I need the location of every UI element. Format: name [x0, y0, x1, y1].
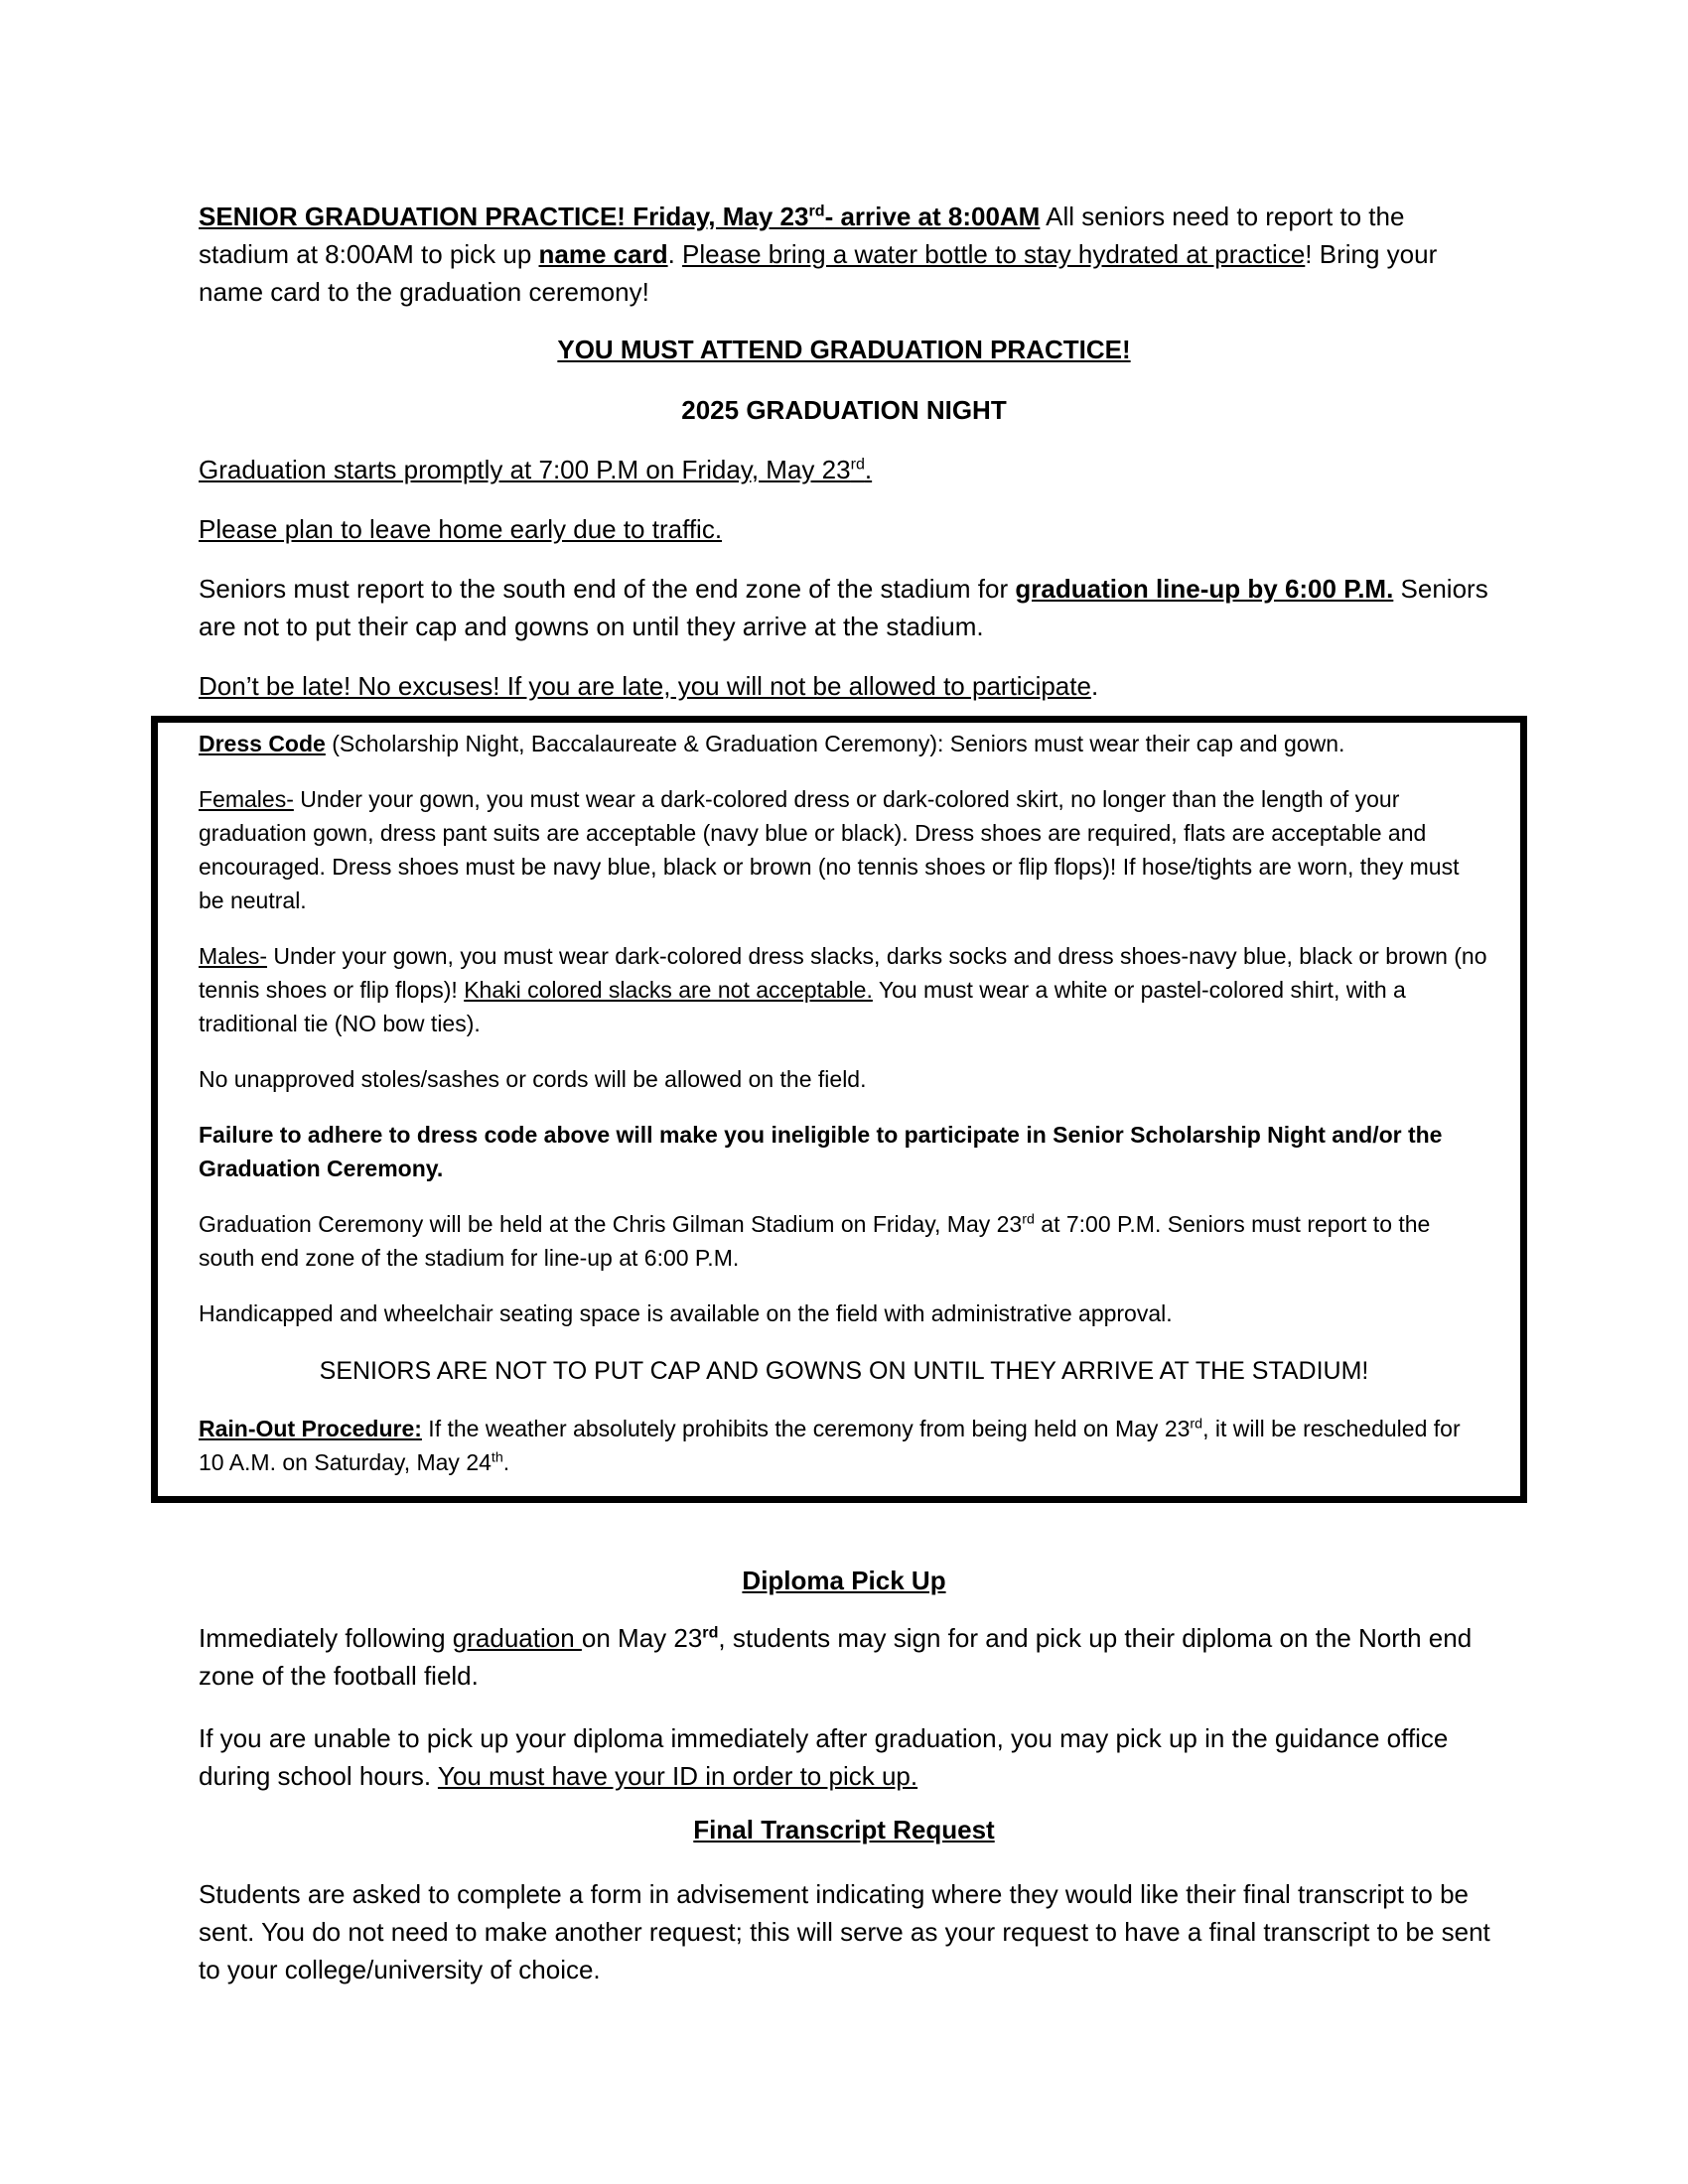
khaki-note: Khaki colored slacks are not acceptable.: [464, 977, 873, 1003]
transcript-title: Final Transcript Request: [693, 1815, 995, 1844]
females-paragraph: Females- Under your gown, you must wear a dark-colored dress or dark-colored skirt, no longer than the length of your graduation gown, dress pant suits are acceptable (navy blue or black). Dress shoes are required, flats are acceptable and encouraged. Dress shoes must be navy blue, black or brown (no tennis shoes or flip flops)! If hose/tights are worn, they must be neutral.: [199, 786, 1460, 913]
start-time-line: Graduation starts promptly at 7:00 P.M on Friday, May 23rd.: [199, 455, 873, 484]
must-attend-heading: YOU MUST ATTEND GRADUATION PRACTICE!: [557, 335, 1131, 364]
handicap-note: Handicapped and wheelchair seating space is available on the field with administrative approval.: [199, 1300, 1173, 1326]
caps-notice: SENIORS ARE NOT TO PUT CAP AND GOWNS ON UNTIL THEY ARRIVE AT THE STADIUM!: [319, 1357, 1369, 1385]
males-label: Males-: [199, 943, 268, 969]
practice-heading: SENIOR GRADUATION PRACTICE! Friday, May 23rd- arrive at 8:00AM: [199, 202, 1041, 231]
rain-out-label: Rain-Out Procedure:: [199, 1416, 422, 1441]
males-paragraph: Males- Under your gown, you must wear dark-colored dress slacks, darks socks and dress shoes-navy blue, black or brown (no tennis shoes or flip flops)! Khaki colored slacks are not acceptable. You must wear a white or pastel-colored shirt, with a traditional tie (NO bow ties).: [199, 943, 1487, 1036]
leave-early-line: Please plan to leave home early due to traffic.: [199, 514, 723, 544]
practice-paragraph: SENIOR GRADUATION PRACTICE! Friday, May 23rd- arrive at 8:00AM All seniors need to report to the stadium at 8:00AM to pick up name card. Please bring a water bottle to stay hydrated at practice! Bring your name card to the graduation ceremony!: [199, 202, 1438, 307]
late-warning: Don’t be late! No excuses! If you are late, you will not be allowed to participate.: [199, 671, 1099, 701]
name-card-text: name card: [538, 239, 668, 269]
id-requirement: You must have your ID in order to pick up.: [437, 1761, 918, 1791]
ceremony-paragraph: Graduation Ceremony will be held at the Chris Gilman Stadium on Friday, May 23rd at 7:00 P.M. Seniors must report to the south end zone of the stadium for line-up at 6:00 P.M.: [199, 1211, 1431, 1271]
diploma-title: Diploma Pick Up: [742, 1566, 946, 1595]
rain-out-paragraph: Rain-Out Procedure: If the weather absolutely prohibits the ceremony from being held on May 23rd, it will be rescheduled for 10 A.M. on Saturday, May 24th.: [199, 1416, 1461, 1475]
graduation-night-title: 2025 GRADUATION NIGHT: [681, 395, 1007, 425]
dress-code-label: Dress Code: [199, 731, 326, 756]
dress-code-intro: Dress Code (Scholarship Night, Baccalaureate & Graduation Ceremony): Seniors must wear their cap and gown.: [199, 731, 1345, 756]
diploma-paragraph-1: Immediately following graduation on May 23rd, students may sign for and pick up their diploma on the North end zone of the football field.: [199, 1623, 1473, 1691]
water-bottle-note: Please bring a water bottle to stay hydrated at practice: [682, 239, 1306, 269]
lineup-time: graduation line-up by 6:00 P.M.: [1015, 574, 1394, 604]
failure-warning: Failure to adhere to dress code above will make you ineligible to participate in Senior Scholarship Night and/or the Graduation Ceremony.: [199, 1122, 1443, 1181]
females-label: Females-: [199, 786, 294, 812]
stoles-note: No unapproved stoles/sashes or cords will be allowed on the field.: [199, 1066, 867, 1092]
report-paragraph: Seniors must report to the south end of the end zone of the stadium for graduation line-up by 6:00 P.M. Seniors are not to put their cap and gowns on until they arrive at the stadium.: [199, 574, 1488, 641]
transcript-paragraph: Students are asked to complete a form in advisement indicating where they would like their final transcript to be sent. You do not need to make another request; this will serve as your request to have a final transcript to be sent to your college/university of choice.: [199, 1879, 1490, 1984]
diploma-paragraph-2: If you are unable to pick up your diploma immediately after graduation, you may pick up in the guidance office during school hours. You must have your ID in order to pick up.: [199, 1723, 1449, 1791]
